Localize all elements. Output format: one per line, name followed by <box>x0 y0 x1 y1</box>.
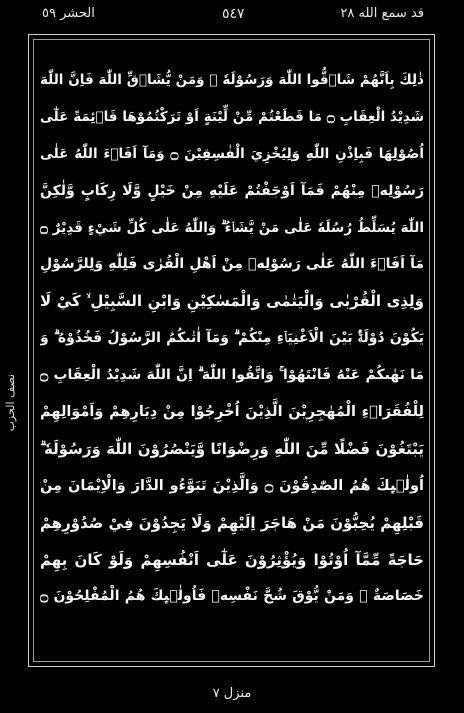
text-line-2: شَدِيْدُ الْعِقَابِ ۝ مَا قَطَعْتُمْ مِّنْ لِّيْنَةٍ اَوْ تَرَكْتُمُوْهَا قَاۤئِمَةً عَلٰٓى <box>40 108 424 125</box>
text-line-9: مَا نَهٰىكُمْ عَنْهُ فَانْتَهُوْا ۚ وَاتَّقُوا اللّٰهَ ۗ اِنَّ اللّٰهَ شَدِيْدُ الْعِقَابِ ۝ <box>40 367 424 384</box>
text-line-6: مَآ اَفَاۤءَ اللّٰهُ عَلٰى رَسُوْلِهٖ مِنْ اَهْلِ الْقُرٰى فَلِلّٰهِ وَلِلرَّسُوْلِ <box>40 256 424 273</box>
text-line-10: لِلْفُقَرَاۤءِ الْمُهٰجِرِيْنَ الَّذِيْنَ اُخْرِجُوْا مِنْ دِيَارِهِمْ وَاَمْوَالِهِمْ <box>40 404 424 421</box>
text-line-13: قَبْلِهِمْ يُحِبُّوْنَ مَنْ هَاجَرَ اِلَيْهِمْ وَلَا يَجِدُوْنَ فِيْ صُدُوْرِهِمْ <box>40 513 424 532</box>
page-number: ٥٤٧ <box>222 6 245 22</box>
surah-label: الحشر ٥٩ <box>42 6 95 21</box>
text-line-7: وَلِذِى الْقُرْبٰى وَالْيَتٰمٰى وَالْمَسٰكِيْنِ وَابْنِ السَّبِيْلِ ۙ كَيْ لَا <box>40 292 424 311</box>
text-line-4: رَسُوْلِهٖ مِنْهُمْ فَمَآ اَوْجَفْتُمْ عَلَيْهِ مِنْ خَيْلٍ وَّلَا رِكَابٍ وَّلٰكِنَّ <box>40 182 424 199</box>
juz-label: قد سمع الله ٢٨ <box>340 6 424 21</box>
text-line-15: خَصَاصَةٌ ۗ وَمَنْ يُّوْقَ شُحَّ نَفْسِهٖ فَاُولٰۤىِٕكَ هُمُ الْمُفْلِحُوْنَ ۝ <box>40 588 424 605</box>
text-line-12: اُولٰۤىِٕكَ هُمُ الصّٰدِقُوْنَ ۝ وَالَّذِيْنَ تَبَوَّءُو الدَّارَ وَالْاِيْمَانَ مِنْ <box>40 477 424 494</box>
text-line-8: يَكُوْنَ دُوْلَةًۢ بَيْنَ الْاَغْنِيَاۤءِ مِنْكُمْ ۗ وَمَآ اٰتٰىكُمُ الرَّسُوْلُ فَخُذُوْهُ ۗ وَ <box>40 330 424 347</box>
text-line-11: يَبْتَغُوْنَ فَضْلًا مِّنَ اللّٰهِ وَرِضْوَانًا وَّيَنْصُرُوْنَ اللّٰهَ وَرَسُوْلَهٗ ۗ <box>40 439 424 458</box>
text-line-14: حَاجَةً مِّمَّآ اُوْتُوْا وَيُؤْثِرُوْنَ عَلٰٓى اَنْفُسِهِمْ وَلَوْ كَانَ بِهِمْ <box>40 550 424 569</box>
manzil-footer: منزل ٧ <box>212 686 252 701</box>
text-line-1: ذٰلِكَ بِاَنَّهُمْ شَاۤقُّوا اللّٰهَ وَرَسُوْلَهٗ ۚ وَمَنْ يُّشَاۤقِّ اللّٰهَ فَاِنَّ اللّٰهَ <box>40 72 424 88</box>
quran-text-block <box>40 62 424 652</box>
text-line-5: اللّٰهَ يُسَلِّطُ رُسُلَهٗ عَلٰى مَنْ يَّشَاۤءُ ۗ وَاللّٰهُ عَلٰى كُلِّ شَيْءٍ قَدِيْرٌ ۝ <box>40 219 424 236</box>
text-line-3: اُصُوْلِهَا فَبِاِذْنِ اللّٰهِ وَلِيُخْزِيَ الْفٰسِقِيْنَ ۝ وَمَآ اَفَاۤءَ اللّٰهُ عَلٰى <box>40 145 424 162</box>
text-line-16 <box>40 615 424 652</box>
margin-note: نصف الحزب <box>4 374 17 432</box>
